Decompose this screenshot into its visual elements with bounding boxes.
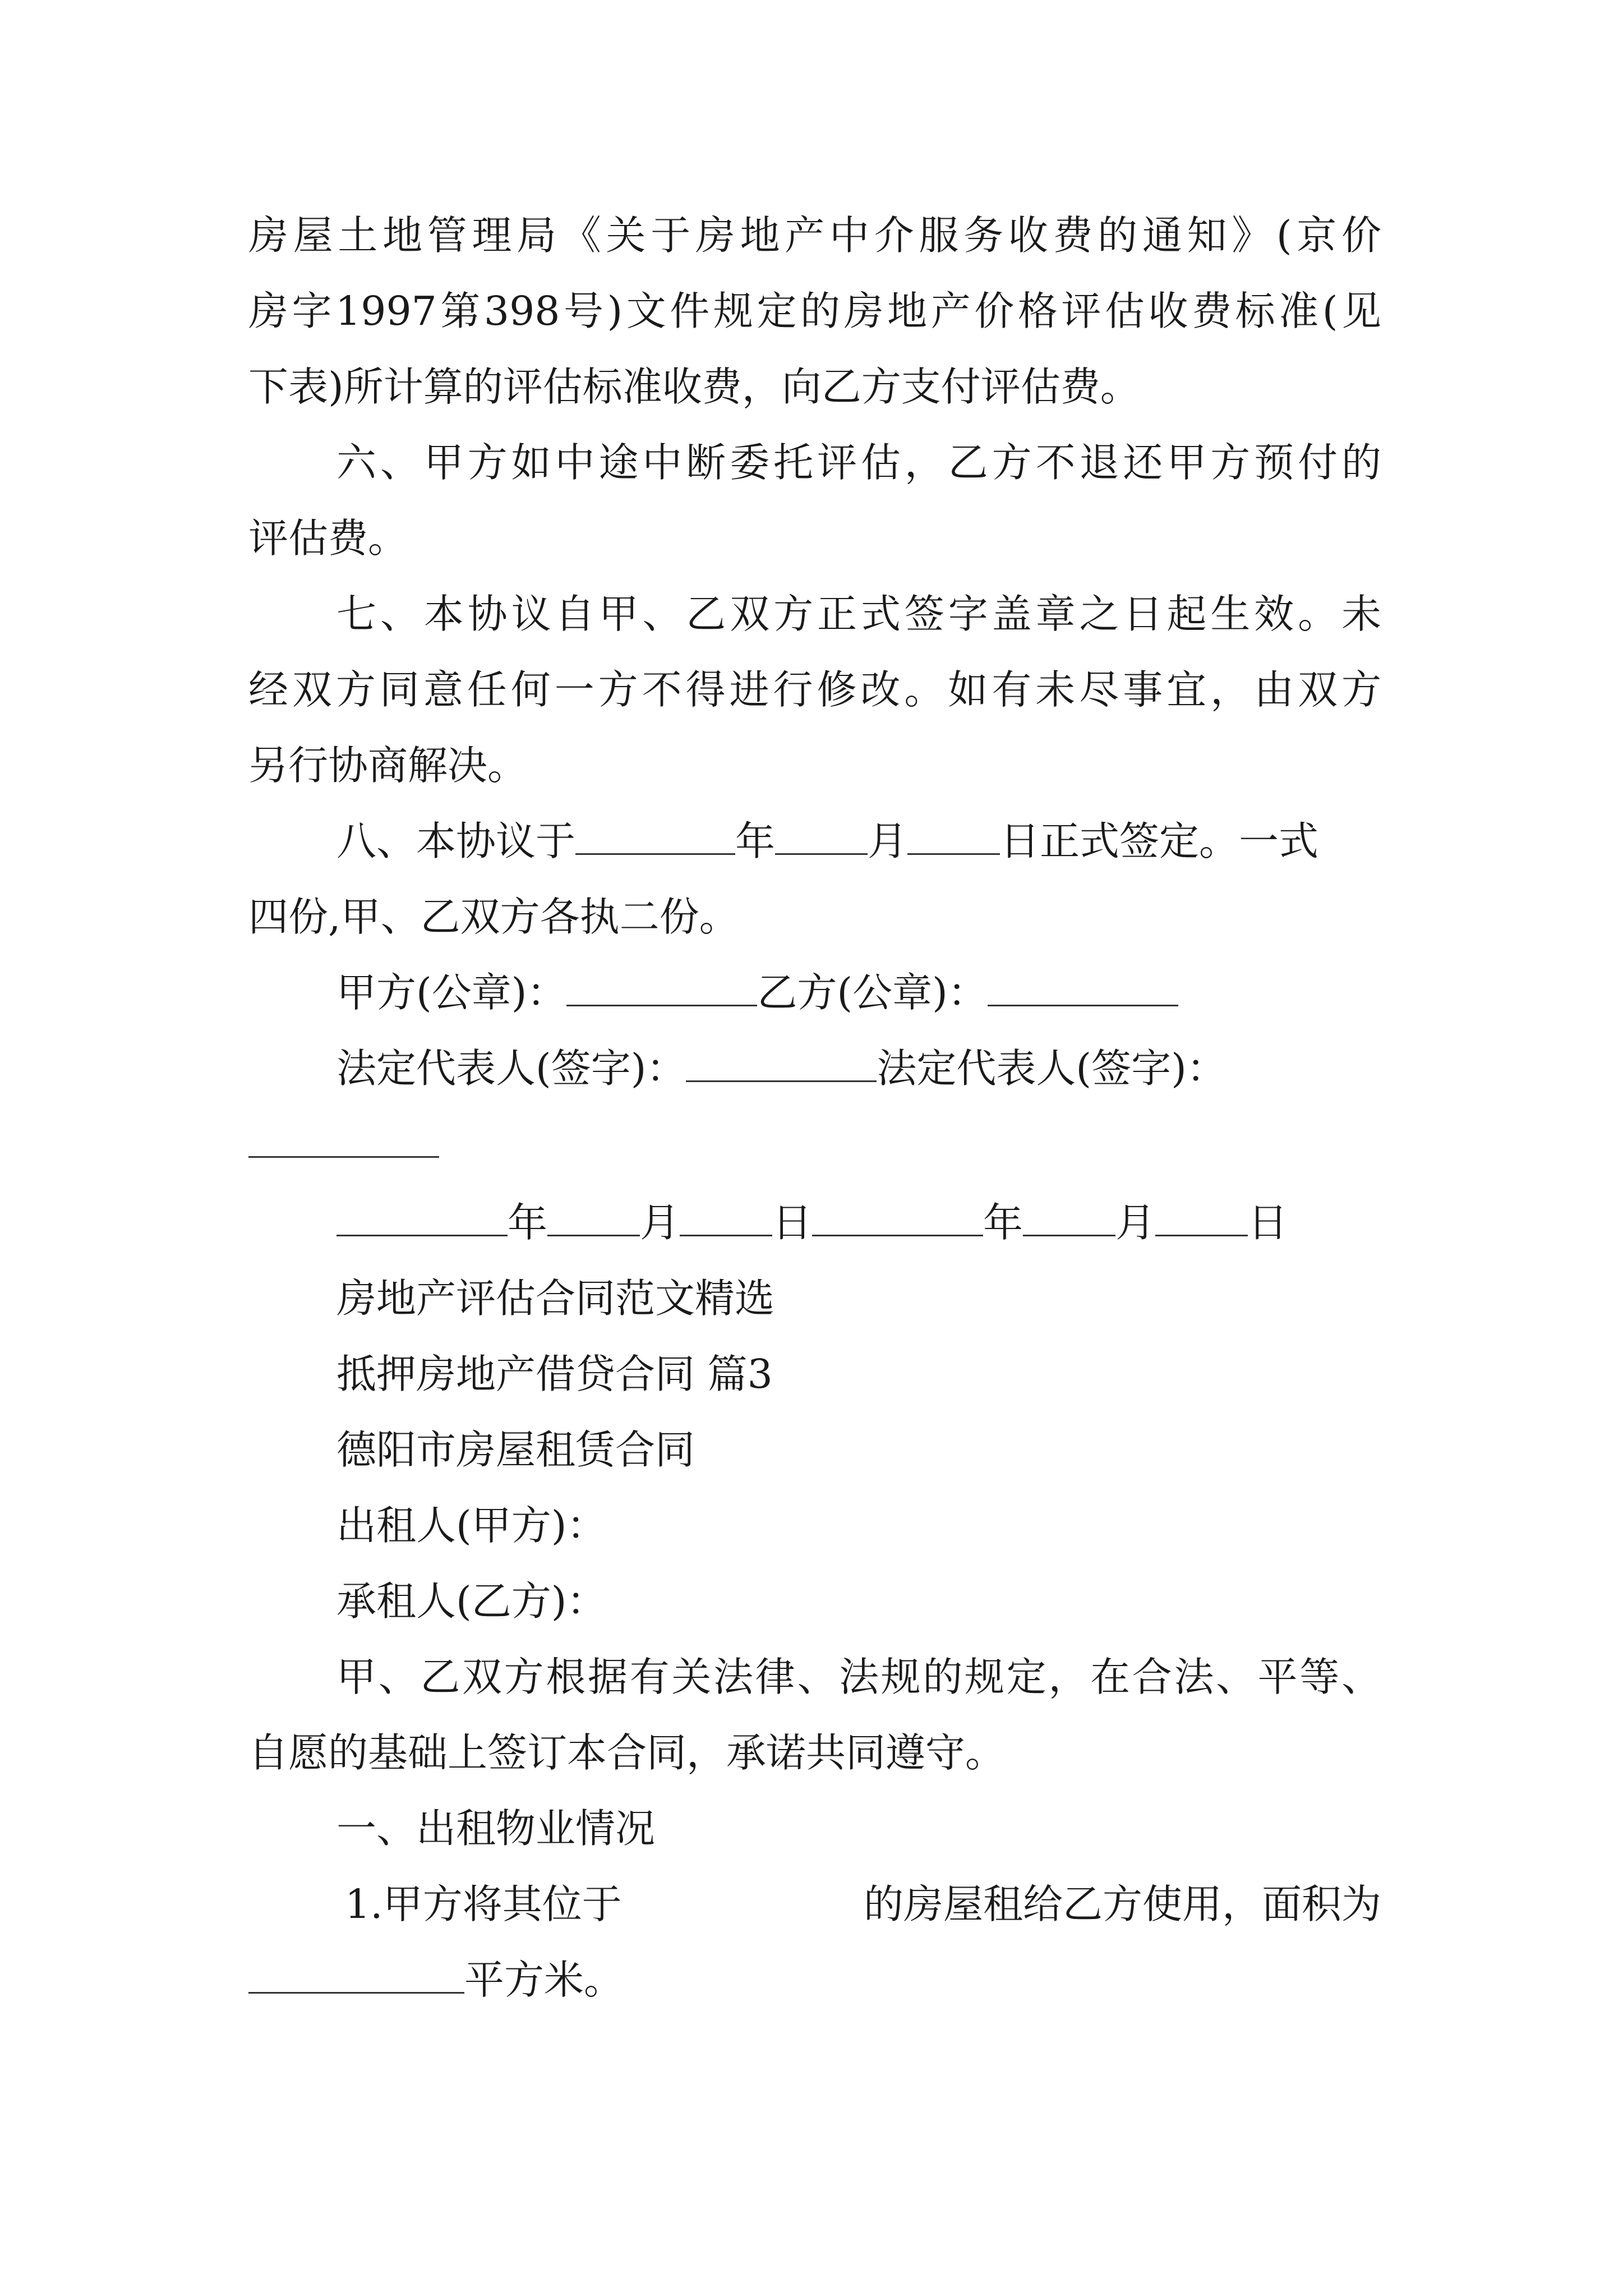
day-blank[interactable] <box>907 821 1000 855</box>
year-label: 年 <box>983 1199 1023 1246</box>
party-b-month-blank[interactable] <box>1023 1202 1115 1236</box>
clause-line <box>345 1876 1381 1932</box>
section-heading: 一、出租物业情况 <box>336 1805 656 1852</box>
area-unit: 平方米。 <box>464 1957 624 2003</box>
paragraph-line: 房字1997第398号)文件规定的房地产价格评估收费标准(见 <box>248 288 1381 334</box>
party-b-year-blank[interactable] <box>812 1202 983 1236</box>
section-heading: 房地产评估合同范文精选 <box>336 1275 775 1322</box>
clause-seven-line: 经双方同意任何一方不得进行修改。如有未尽事宜，由双方 <box>248 666 1381 713</box>
party-b-rep-label: 法定代表人(签字)： <box>877 1045 1227 1092</box>
clause-seven-line: 七、本协议自甲、乙双方正式签字盖章之日起生效。未 <box>336 591 1381 637</box>
day-label: 日 <box>772 1199 813 1246</box>
paragraph-line: 甲、乙双方根据有关法律、法规的规定，在合法、平等、 <box>336 1654 1381 1700</box>
paragraph-line: 下表)所计算的评估标准收费，向乙方支付评估费。 <box>248 364 1140 410</box>
year-label: 年 <box>508 1199 548 1246</box>
party-b-seal-label: 乙方(公章)： <box>757 969 988 1016</box>
party-a-rep-blank[interactable] <box>686 1048 877 1082</box>
party-b-day-blank[interactable] <box>1155 1202 1248 1236</box>
clause-eight-tail: 日正式签定。一式 <box>1000 818 1319 864</box>
clause-six-line: 评估费。 <box>248 515 408 562</box>
year-label: 年 <box>735 818 776 864</box>
contract-title: 德阳市房屋租赁合同 <box>336 1427 695 1473</box>
clause-text: 的房屋租给乙方使用，面积为 <box>863 1881 1381 1927</box>
lessor-label: 出租人(甲方)： <box>336 1502 607 1549</box>
signature-line <box>336 1041 1469 1097</box>
clause-seven-line: 另行协商解决。 <box>248 742 528 789</box>
party-a-rep-label: 法定代表人(签字)： <box>336 1045 686 1092</box>
clause-line <box>248 1952 1381 2008</box>
clause-text: 1.甲方将其位于 <box>345 1881 622 1927</box>
party-a-year-blank[interactable] <box>336 1202 508 1236</box>
month-label: 月 <box>640 1199 680 1246</box>
signature-line-continued <box>248 1116 1381 1172</box>
party-a-seal-label: 甲方(公章)： <box>336 969 567 1016</box>
area-blank[interactable] <box>248 1959 464 1994</box>
party-b-seal-blank[interactable] <box>988 972 1178 1006</box>
party-a-month-blank[interactable] <box>547 1202 640 1236</box>
clause-six-line: 六、甲方如中途中断委托评估，乙方不退还甲方预付的 <box>336 439 1381 486</box>
section-heading: 抵押房地产借贷合同 篇3 <box>336 1351 773 1397</box>
month-label: 月 <box>868 818 908 864</box>
clause-eight-text: 八、本协议于 <box>336 818 576 864</box>
day-label: 日 <box>1248 1199 1288 1246</box>
clause-eight-line <box>336 813 1469 869</box>
month-blank[interactable] <box>775 821 868 855</box>
seal-line <box>336 965 1469 1021</box>
paragraph-line: 自愿的基础上签订本合同，承诺共同遵守。 <box>248 1729 1006 1776</box>
clause-eight-line: 四份,甲、乙双方各执二份。 <box>248 894 739 940</box>
date-line <box>336 1195 1469 1251</box>
paragraph-line: 房屋土地管理局《关于房地产中介服务收费的通知》(京价 <box>248 212 1381 259</box>
party-a-day-blank[interactable] <box>680 1202 772 1236</box>
year-blank[interactable] <box>575 821 735 855</box>
lessee-label: 承租人(乙方)： <box>336 1578 607 1625</box>
party-a-seal-blank[interactable] <box>566 972 757 1006</box>
month-label: 月 <box>1115 1199 1156 1246</box>
party-b-rep-blank[interactable] <box>248 1124 439 1158</box>
